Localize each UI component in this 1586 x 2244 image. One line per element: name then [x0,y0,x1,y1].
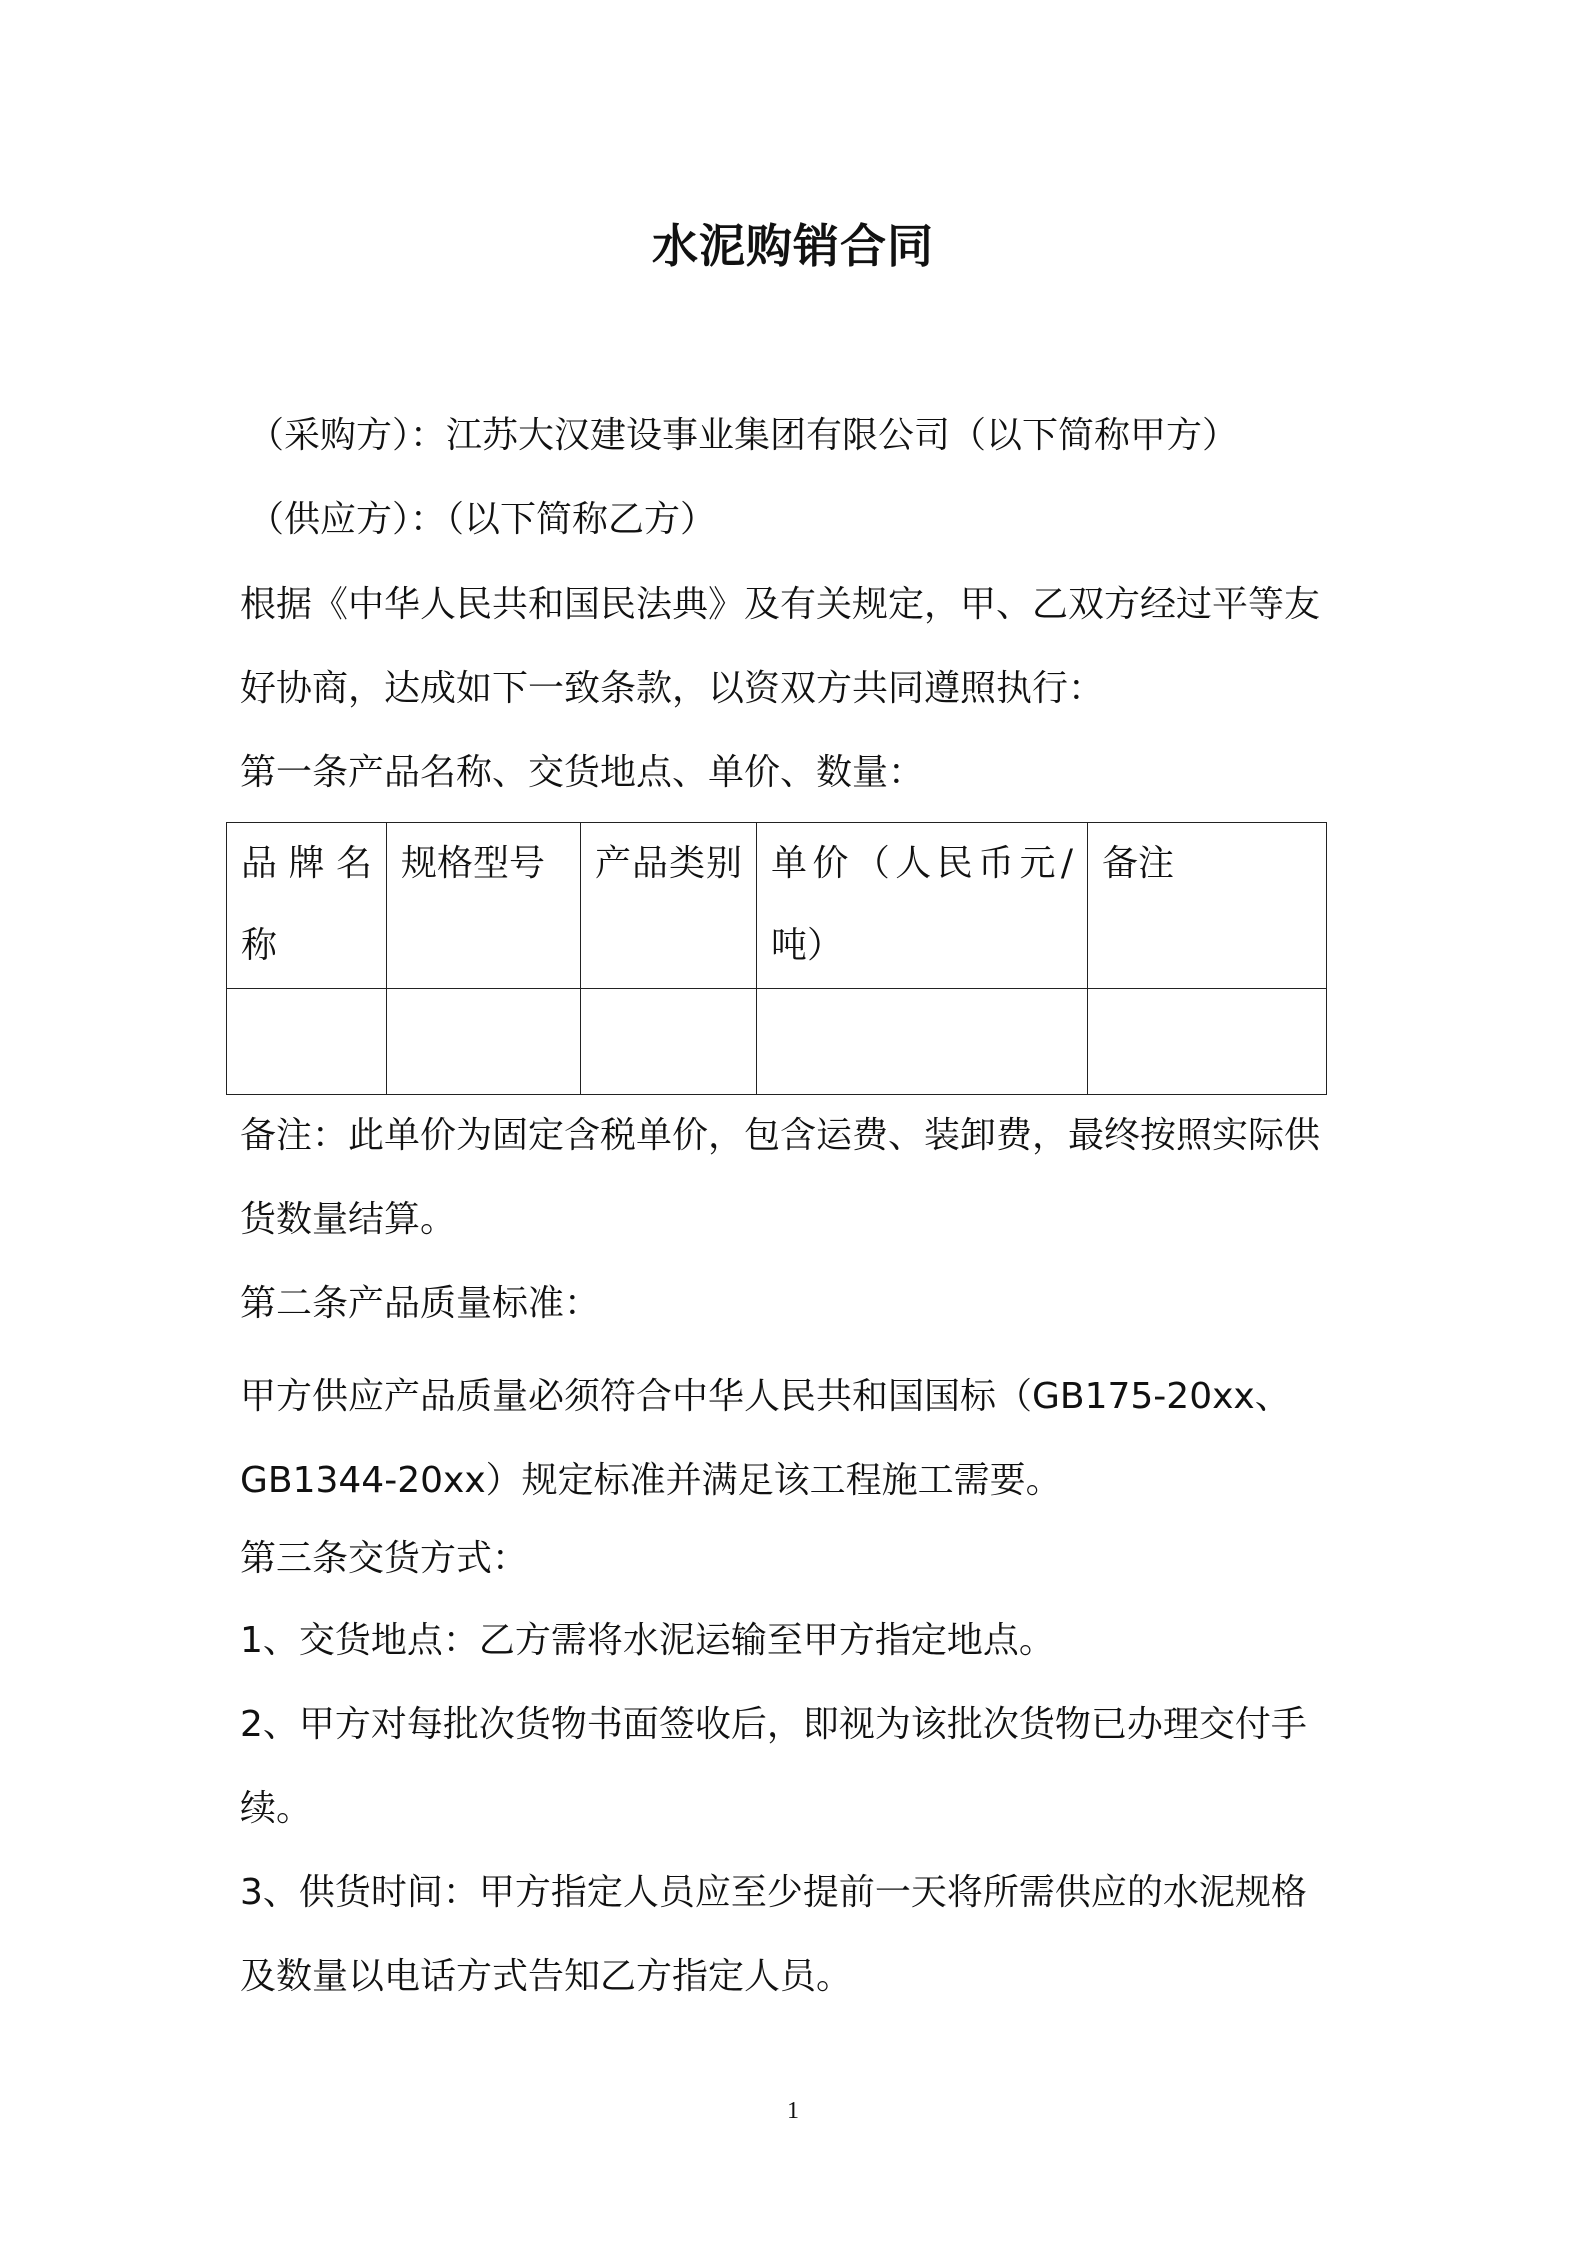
table-header-unit-price: 单价（人民币元/吨） [757,823,1088,988]
article-2-line-1: 甲方供应产品质量必须符合中华人民共和国国标（GB175-20xx、 [240,1376,1291,1417]
table-header-spec: 规格型号 [387,823,581,988]
article-3-item-2-line-2: 续。 [240,1788,313,1829]
product-table [226,822,1327,1095]
table-header-remarks: 备注 [1102,843,1175,884]
table-cell [387,989,581,1094]
page-number: 1 [787,2098,799,2124]
table-header-category: 产品类别 [581,823,757,988]
article-1-heading: 第一条产品名称、交货地点、单价、数量： [240,752,925,793]
article-3-item-3-line-2: 及数量以电话方式告知乙方指定人员。 [240,1956,853,1997]
table-cell [1088,989,1326,1094]
table-header-row [227,823,1326,989]
table-row [227,989,1326,1094]
table-header-brand: 品牌名称 [227,823,387,988]
note-line-2: 货数量结算。 [240,1199,457,1240]
article-2-heading: 第二条产品质量标准： [240,1283,601,1324]
table-cell [227,989,387,1094]
intro-line-2: 好协商，达成如下一致条款，以资双方共同遵照执行： [240,668,1105,709]
supplier-line: （供应方）：（以下简称乙方） [248,499,717,540]
buyer-line: （采购方）：江苏大汉建设事业集团有限公司（以下简称甲方） [248,415,1239,456]
intro-line-1: 根据《中华人民共和国民法典》及有关规定，甲、乙双方经过平等友 [240,584,1321,625]
table-cell [757,989,1088,1094]
article-3-item-3-line-1: 3、供货时间：甲方指定人员应至少提前一天将所需供应的水泥规格 [240,1872,1307,1913]
article-3-item-1: 1、交货地点：乙方需将水泥运输至甲方指定地点。 [240,1620,1055,1661]
note-line-1: 备注：此单价为固定含税单价，包含运费、装卸费，最终按照实际供 [240,1115,1321,1156]
article-3-heading: 第三条交货方式： [240,1538,529,1579]
document-title: 水泥购销合同 [652,219,934,273]
table-cell [581,989,757,1094]
article-3-item-2-line-1: 2、甲方对每批次货物书面签收后，即视为该批次货物已办理交付手 [240,1704,1307,1745]
article-2-line-2: GB1344-20xx）规定标准并满足该工程施工需要。 [240,1460,1062,1501]
